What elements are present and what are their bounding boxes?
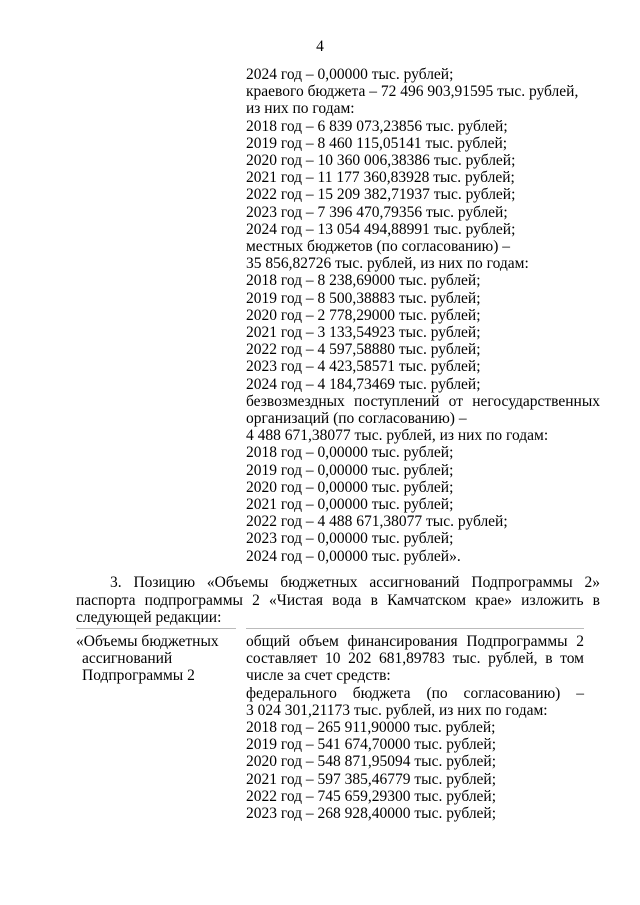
text-line: 2024 год – 13 054 494,88991 тыс. рублей;: [246, 220, 516, 238]
text-line: 2022 год – 4 597,58880 тыс. рублей;: [246, 341, 481, 359]
text-line: 2024 год – 4 184,73469 тыс. рублей;: [246, 375, 481, 393]
text-line: безвозмездных поступлений от негосударственных: [246, 392, 600, 410]
text-line: 35 856,82726 тыс. рублей, из них по годам:: [246, 255, 529, 273]
value-line: 2018 год – 265 911,90000 тыс. рублей;: [246, 719, 496, 737]
table-border-left: [76, 628, 236, 629]
table-border-right: [246, 628, 584, 629]
text-line: краевого бюджета – 72 496 903,91595 тыс. рублей,: [246, 83, 579, 101]
text-line: организаций (по согласованию) –: [246, 410, 467, 428]
paragraph-line: 3. Позицию «Объемы бюджетных ассигнований Подпрограммы 2»: [110, 574, 600, 591]
value-line: 2021 год – 597 385,46779 тыс. рублей;: [246, 770, 497, 788]
text-line: 2023 год – 4 423,58571 тыс. рублей;: [246, 358, 481, 376]
table-label-cell: [76, 633, 236, 685]
text-line: 2018 год – 8 238,69000 тыс. рублей;: [246, 272, 481, 290]
value-line: составляет 10 202 681,89783 тыс. рублей, в том: [246, 650, 584, 668]
text-line: местных бюджетов (по согласованию) –: [246, 238, 510, 256]
value-line: 2019 год – 541 674,70000 тыс. рублей;: [246, 736, 497, 754]
label-line: «Объемы бюджетных: [76, 633, 219, 650]
text-line: 2018 год – 6 839 073,23856 тыс. рублей;: [246, 117, 508, 135]
value-line: числе за счет средств:: [246, 667, 391, 685]
text-line: 2023 год – 7 396 470,79356 тыс. рублей;: [246, 203, 508, 221]
text-line: 2024 год – 0,00000 тыс. рублей».: [246, 547, 461, 565]
text-line: 2020 год – 2 778,29000 тыс. рублей;: [246, 306, 481, 324]
text-line: 2024 год – 0,00000 тыс. рублей;: [246, 66, 454, 83]
text-line: 2018 год – 0,00000 тыс. рублей;: [246, 444, 454, 462]
label-line: ассигнований: [82, 650, 173, 668]
text-line: 2019 год – 8 500,38883 тыс. рублей;: [246, 289, 481, 307]
value-line: 2022 год – 745 659,29300 тыс. рублей;: [246, 787, 497, 805]
text-line: 4 488 671,38077 тыс. рублей, из них по годам:: [246, 427, 549, 445]
funding-continuation: [246, 66, 600, 565]
label-line: Подпрограммы 2: [82, 667, 195, 685]
text-line: 2021 год – 0,00000 тыс. рублей;: [246, 496, 454, 514]
text-line: 2022 год – 15 209 382,71937 тыс. рублей;: [246, 186, 516, 204]
paragraph-line: следующей редакции:: [76, 609, 222, 626]
text-line: 2020 год – 10 360 006,38386 тыс. рублей;: [246, 152, 516, 170]
text-line: из них по годам:: [246, 100, 355, 118]
value-line: федерального бюджета (по согласованию) –: [246, 684, 584, 702]
table-value-cell: [246, 633, 584, 822]
value-line: 3 024 301,21173 тыс. рублей, из них по годам:: [246, 701, 548, 719]
value-line: 2020 год – 548 871,95094 тыс. рублей;: [246, 753, 497, 771]
amendment-paragraph: [76, 574, 600, 627]
paragraph-line: паспорта подпрограммы 2 «Чистая вода в Камчатском крае» изложить в: [76, 591, 600, 609]
value-line: общий объем финансирования Подпрограммы 2: [246, 633, 584, 650]
text-line: 2020 год – 0,00000 тыс. рублей;: [246, 478, 454, 496]
value-line: 2023 год – 268 928,40000 тыс. рублей;: [246, 805, 497, 823]
text-line: 2022 год – 4 488 671,38077 тыс. рублей;: [246, 513, 508, 531]
text-line: 2019 год – 8 460 115,05141 тыс. рублей;: [246, 134, 508, 152]
page-number: 4: [316, 38, 324, 55]
text-line: 2019 год – 0,00000 тыс. рублей;: [246, 461, 454, 479]
text-line: 2023 год – 0,00000 тыс. рублей;: [246, 530, 454, 548]
text-line: 2021 год – 11 177 360,83928 тыс. рублей;: [246, 169, 515, 187]
text-line: 2021 год – 3 133,54923 тыс. рублей;: [246, 324, 481, 342]
